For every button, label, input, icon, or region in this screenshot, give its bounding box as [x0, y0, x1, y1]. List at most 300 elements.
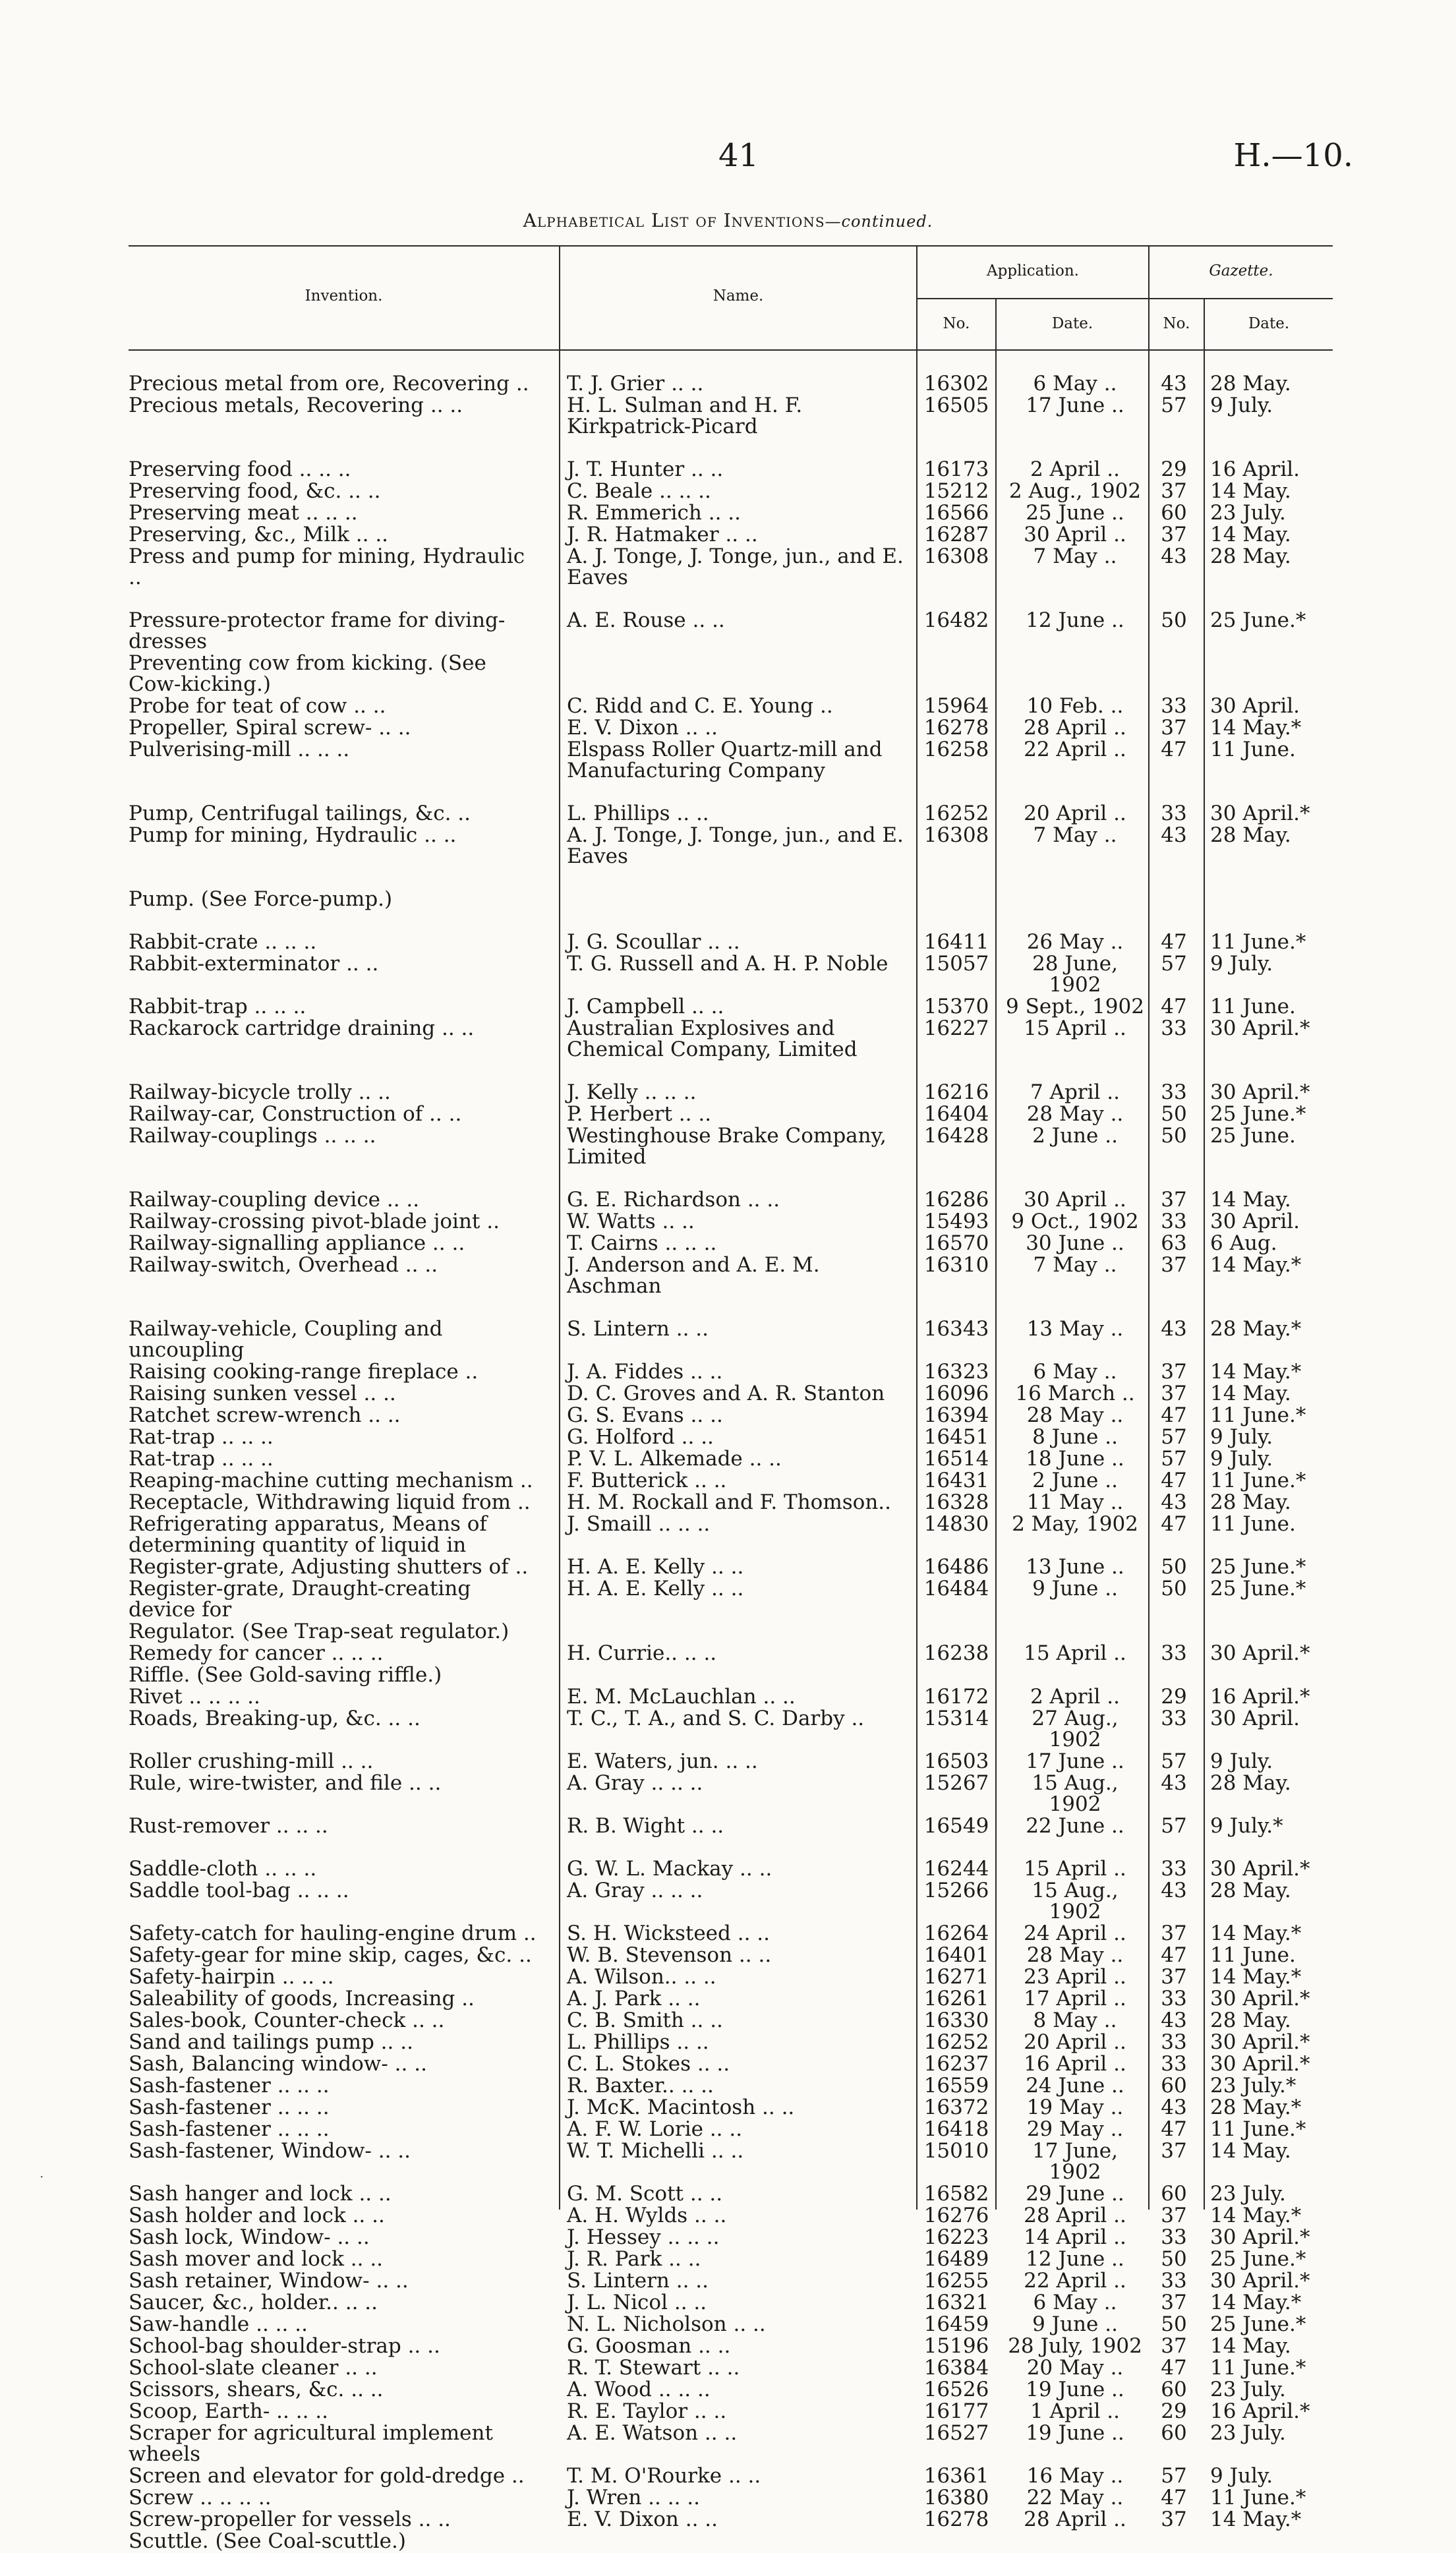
application-number-cell: 16227 [923, 1016, 989, 1040]
gazette-date-cell: 14 May. [1210, 523, 1291, 546]
table-row [0, 1427, 1456, 1449]
application-date-cell: 23 April .. [1024, 1965, 1126, 1989]
application-number-cell: 15964 [923, 694, 989, 718]
table-row [0, 1449, 1456, 1471]
invention-cell: Preserving meat .. .. .. [129, 501, 358, 525]
application-date-cell: 11 May .. [1026, 1490, 1124, 1514]
header-gaz-date: Date. [1248, 315, 1290, 332]
table-row [0, 2314, 1456, 2336]
gazette-number-cell: 47 [1161, 1469, 1187, 1492]
invention-cell: Railway-car, Construction of .. .. [129, 1102, 462, 1126]
application-date-cell: 9 June .. [1032, 2312, 1118, 2336]
application-date-cell: 28 June, 1902 [1032, 952, 1118, 997]
invention-cell: Preventing cow from kicking. (See Cow-kicking.) [129, 651, 486, 696]
title-main: Alphabetical List of Inventions [523, 210, 825, 231]
invention-cell: Railway-bicycle trolly .. .. [129, 1080, 391, 1104]
gazette-number-cell: 47 [1161, 738, 1187, 761]
application-date-cell: 30 April .. [1024, 523, 1126, 546]
name-cell: Elspass Roller Quartz-mill and Manufacturing Company [567, 738, 883, 782]
name-cell: W. B. Stevenson .. .. [567, 1943, 772, 1967]
gazette-date-cell: 11 June.* [1210, 2117, 1306, 2141]
gazette-number-cell: 37 [1161, 2508, 1187, 2531]
table-row [0, 2401, 1456, 2423]
application-date-cell: 27 Aug., 1902 [1032, 1707, 1119, 1751]
table-row [0, 374, 1456, 396]
application-number-cell: 16482 [923, 608, 989, 632]
name-cell: J. G. Scoullar .. .. [567, 930, 740, 954]
application-date-cell: 17 June .. [1026, 1749, 1124, 1773]
table-row [0, 1471, 1456, 1492]
application-date-cell: 17 April .. [1024, 1987, 1126, 2010]
gazette-date-cell: 14 May.* [1210, 1360, 1302, 1384]
gazette-number-cell: 57 [1161, 1447, 1187, 1471]
gazette-date-cell: 11 June.* [1210, 930, 1306, 954]
name-cell: Australian Explosives and Chemical Company, Limited [567, 1016, 858, 1061]
table-row [0, 653, 1456, 696]
table-row [0, 2054, 1456, 2076]
table-row [0, 804, 1456, 825]
application-date-cell: 2 April .. [1030, 1685, 1121, 1709]
invention-cell: Regulator. (See Trap-seat regulator.) [129, 1620, 510, 1643]
gazette-number-cell: 33 [1161, 2269, 1187, 2293]
gazette-date-cell: 11 June.* [1210, 2356, 1306, 2380]
application-number-cell: 16328 [923, 1490, 989, 1514]
application-number-cell: 16404 [923, 1102, 989, 1126]
application-date-cell: 28 May .. [1026, 1102, 1124, 1126]
header-bottom-rule [129, 349, 1333, 351]
gazette-date-cell: 9 July.* [1210, 1814, 1283, 1838]
table-row [0, 1751, 1456, 1773]
gazette-number-cell: 43 [1161, 544, 1187, 568]
gazette-number-cell: 33 [1161, 1080, 1187, 1104]
name-cell: A. Wilson.. .. .. [567, 1965, 716, 1989]
invention-cell: Sash retainer, Window- .. .. [129, 2269, 409, 2293]
table-row [0, 932, 1456, 954]
gazette-date-cell: 25 June.* [1210, 608, 1306, 632]
name-cell: A. Wood .. .. .. [567, 2378, 711, 2401]
table-row [0, 2249, 1456, 2271]
name-cell: G. S. Evans .. .. [567, 1403, 723, 1427]
header-app-no: No. [943, 315, 970, 332]
gazette-date-cell: 30 April. [1210, 694, 1300, 718]
name-cell: J. Wren .. .. .. [567, 2486, 701, 2509]
invention-cell: Raising sunken vessel .. .. [129, 1382, 396, 1405]
table-row [0, 1881, 1456, 1923]
application-date-cell: 6 May .. [1033, 372, 1117, 396]
application-date-cell: 19 June .. [1026, 2378, 1124, 2401]
table-row [0, 2531, 1456, 2553]
gazette-date-cell: 25 June.* [1210, 1102, 1306, 1126]
application-number-cell: 16372 [923, 2096, 989, 2119]
application-number-cell: 16096 [923, 1382, 989, 1405]
name-cell: C. Ridd and C. E. Young .. [567, 694, 833, 718]
application-date-cell: 28 April .. [1024, 2204, 1126, 2227]
gazette-number-cell: 50 [1161, 2312, 1187, 2336]
application-date-cell: 8 June .. [1032, 1425, 1118, 1449]
name-cell: S. H. Wicksteed .. .. [567, 1922, 770, 1945]
gazette-number-cell: 43 [1161, 2096, 1187, 2119]
gazette-number-cell: 57 [1161, 2464, 1187, 2488]
table-row [0, 610, 1456, 653]
gazette-date-cell: 11 June. [1210, 995, 1296, 1018]
header-top-rule [129, 245, 1333, 247]
application-subheader-rule [916, 298, 1333, 299]
gazette-number-cell: 29 [1161, 457, 1187, 481]
gazette-number-cell: 60 [1161, 2421, 1187, 2445]
name-cell: G. W. L. Mackay .. .. [567, 1857, 772, 1881]
gazette-number-cell: 47 [1161, 930, 1187, 954]
application-date-cell: 17 June, 1902 [1032, 2139, 1118, 2184]
gazette-date-cell: 25 June.* [1210, 2312, 1306, 2336]
gazette-number-cell: 37 [1161, 1382, 1187, 1405]
name-cell: R. T. Stewart .. .. [567, 2356, 740, 2380]
name-cell: E. M. McLauchlan .. .. [567, 1685, 796, 1709]
table-row [0, 1557, 1456, 1579]
invention-cell: Saucer, &c., holder.. .. .. [129, 2291, 378, 2314]
application-number-cell: 16361 [923, 2464, 989, 2488]
application-number-cell: 16559 [923, 2074, 989, 2098]
gazette-date-cell: 28 May. [1210, 1490, 1291, 1514]
application-date-cell: 16 May .. [1026, 2464, 1124, 2488]
application-number-cell: 16418 [923, 2117, 989, 2141]
gazette-number-cell: 60 [1161, 2378, 1187, 2401]
invention-cell: Saddle-cloth .. .. .. [129, 1857, 317, 1881]
table-row [0, 459, 1456, 481]
table-row [0, 1989, 1456, 2010]
gazette-date-cell: 9 July. [1210, 1447, 1273, 1471]
application-date-cell: 22 April .. [1024, 2269, 1126, 2293]
gazette-date-cell: 30 April.* [1210, 1857, 1310, 1881]
application-date-cell: 15 Aug., 1902 [1032, 1771, 1119, 1816]
gazette-number-cell: 37 [1161, 1253, 1187, 1277]
invention-cell: Reaping-machine cutting mechanism .. [129, 1469, 533, 1492]
invention-cell: School-bag shoulder-strap .. .. [129, 2334, 440, 2358]
name-cell: J. Kelly .. .. .. [567, 1080, 697, 1104]
gazette-date-cell: 30 April. [1210, 1707, 1300, 1730]
gazette-number-cell: 37 [1161, 1360, 1187, 1384]
gazette-date-cell: 25 June.* [1210, 1555, 1306, 1579]
application-date-cell: 19 May .. [1026, 2096, 1124, 2119]
table-row [0, 1362, 1456, 1384]
gazette-date-cell: 11 June. [1210, 738, 1296, 761]
application-date-cell: 17 June .. [1026, 394, 1124, 417]
application-number-cell: 16380 [923, 2486, 989, 2509]
gazette-date-cell: 30 April.* [1210, 2052, 1310, 2076]
gazette-number-cell: 37 [1161, 2334, 1187, 2358]
gazette-number-cell: 63 [1161, 1231, 1187, 1255]
name-cell: G. Goosman .. .. [567, 2334, 731, 2358]
application-number-cell: 16237 [923, 2052, 989, 2076]
gazette-number-cell: 37 [1161, 2204, 1187, 2227]
inventions-table [0, 374, 1456, 2553]
header-gaz-no: No. [1163, 315, 1190, 332]
name-cell: H. A. E. Kelly .. .. [567, 1555, 744, 1579]
application-number-cell: 15212 [923, 479, 989, 503]
name-cell: A. H. Wylds .. .. [567, 2204, 727, 2227]
gazette-number-cell: 37 [1161, 1965, 1187, 1989]
application-number-cell: 16401 [923, 1943, 989, 1967]
gazette-number-cell: 57 [1161, 952, 1187, 976]
name-cell: J. R. Park .. .. [567, 2247, 701, 2271]
application-date-cell: 28 July, 1902 [1008, 2334, 1142, 2358]
application-number-cell: 16286 [923, 1188, 989, 1212]
gazette-date-cell: 25 June.* [1210, 2247, 1306, 2271]
invention-cell: Railway-crossing pivot-blade joint .. [129, 1210, 500, 1233]
gazette-date-cell: 14 May.* [1210, 1965, 1302, 1989]
invention-cell: Sash-fastener, Window- .. .. [129, 2139, 411, 2163]
application-date-cell: 20 April .. [1024, 802, 1126, 825]
application-date-cell: 20 May .. [1026, 2356, 1124, 2380]
application-date-cell: 15 April .. [1024, 1016, 1126, 1040]
table-row [0, 1687, 1456, 1709]
gazette-number-cell: 33 [1161, 1857, 1187, 1881]
gazette-date-cell: 28 May. [1210, 823, 1291, 847]
table-row [0, 2466, 1456, 2488]
application-date-cell: 1 April .. [1030, 2399, 1121, 2423]
gazette-number-cell: 47 [1161, 1943, 1187, 1967]
name-cell: A. J. Park .. .. [567, 1987, 701, 2010]
gazette-date-cell: 14 May.* [1210, 1922, 1302, 1945]
application-date-cell: 28 April .. [1024, 716, 1126, 740]
name-cell: C. Beale .. .. .. [567, 479, 711, 503]
application-date-cell: 25 June .. [1026, 501, 1124, 525]
application-date-cell: 15 Aug., 1902 [1032, 1879, 1119, 1923]
table-row [0, 1255, 1456, 1298]
application-number-cell: 16308 [923, 823, 989, 847]
table-row [0, 546, 1456, 589]
application-number-cell: 16428 [923, 1124, 989, 1148]
invention-cell: Sash-fastener .. .. .. [129, 2117, 330, 2141]
invention-cell: Saw-handle .. .. .. [129, 2312, 308, 2336]
table-row [0, 2206, 1456, 2227]
name-cell: T. G. Russell and A. H. P. Noble [567, 952, 888, 976]
application-date-cell: 9 June .. [1032, 1577, 1118, 1600]
gazette-date-cell: 9 July. [1210, 1425, 1273, 1449]
table-row [0, 740, 1456, 782]
gazette-number-cell: 43 [1161, 1317, 1187, 1341]
invention-cell: Roads, Breaking-up, &c. .. .. [129, 1707, 421, 1730]
invention-cell: Sales-book, Counter-check .. .. [129, 2009, 445, 2032]
gazette-number-cell: 33 [1161, 2225, 1187, 2249]
gazette-number-cell: 50 [1161, 2247, 1187, 2271]
application-number-cell: 15057 [923, 952, 989, 976]
name-cell: H. Currie.. .. .. [567, 1641, 717, 1665]
application-number-cell: 16411 [923, 930, 989, 954]
application-date-cell: 19 June .. [1026, 2421, 1124, 2445]
invention-cell: Rabbit-exterminator .. .. [129, 952, 379, 976]
invention-cell: Screw .. .. .. .. [129, 2486, 272, 2509]
application-date-cell: 26 May .. [1026, 930, 1124, 954]
gazette-number-cell: 57 [1161, 1425, 1187, 1449]
application-number-cell: 16244 [923, 1857, 989, 1881]
gazette-date-cell: 23 July. [1210, 2378, 1286, 2401]
application-number-cell: 16384 [923, 2356, 989, 2380]
margin-mark: · [40, 2169, 44, 2185]
application-date-cell: 22 May .. [1026, 2486, 1124, 2509]
gazette-number-cell: 33 [1161, 1987, 1187, 2010]
invention-cell: Remedy for cancer .. .. .. [129, 1641, 384, 1665]
gazette-date-cell: 14 May. [1210, 2334, 1291, 2358]
application-number-cell: 15314 [923, 1707, 989, 1730]
gazette-date-cell: 23 July. [1210, 2421, 1286, 2445]
gazette-date-cell: 30 April.* [1210, 802, 1310, 825]
gazette-date-cell: 23 July. [1210, 501, 1286, 525]
table-row [0, 525, 1456, 546]
name-cell: H. L. Sulman and H. F. Kirkpatrick-Picard [567, 394, 803, 438]
application-number-cell: 16287 [923, 523, 989, 546]
gazette-number-cell: 37 [1161, 2139, 1187, 2163]
gazette-date-cell: 14 May. [1210, 1188, 1291, 1212]
invention-cell: Rat-trap .. .. .. [129, 1425, 274, 1449]
table-row [0, 2076, 1456, 2098]
table-row [0, 2380, 1456, 2401]
header-gazette: Gazette. [1209, 262, 1273, 279]
application-number-cell: 16271 [923, 1965, 989, 1989]
name-cell: J. Campbell .. .. [567, 995, 724, 1018]
gazette-number-cell: 50 [1161, 1102, 1187, 1126]
application-number-cell: 16310 [923, 1253, 989, 1277]
name-cell: J. Smaill .. .. .. [567, 1512, 711, 1536]
gazette-number-cell: 33 [1161, 694, 1187, 718]
application-date-cell: 30 April .. [1024, 1188, 1126, 1212]
table-row [0, 1859, 1456, 1881]
gazette-number-cell: 43 [1161, 823, 1187, 847]
gazette-date-cell: 14 May. [1210, 2139, 1291, 2163]
application-number-cell: 16570 [923, 1231, 989, 1255]
gazette-number-cell: 57 [1161, 394, 1187, 417]
application-date-cell: 24 April .. [1024, 1922, 1126, 1945]
invention-cell: Preserving food .. .. .. [129, 457, 351, 481]
header-invention: Invention. [305, 287, 383, 305]
application-number-cell: 16343 [923, 1317, 989, 1341]
header-name: Name. [713, 287, 764, 305]
name-cell: P. Herbert .. .. [567, 1102, 712, 1126]
application-number-cell: 16173 [923, 457, 989, 481]
table-row [0, 1319, 1456, 1362]
gazette-number-cell: 47 [1161, 2356, 1187, 2380]
table-row [0, 1816, 1456, 1838]
invention-cell: Safety-gear for mine skip, cages, &c. .. [129, 1943, 532, 1967]
application-number-cell: 16252 [923, 2030, 989, 2054]
invention-cell: Ratchet screw-wrench .. .. [129, 1403, 401, 1427]
name-cell: A. Gray .. .. .. [567, 1879, 703, 1902]
table-row [0, 1643, 1456, 1665]
table-row [0, 2010, 1456, 2032]
application-number-cell: 16503 [923, 1749, 989, 1773]
application-number-cell: 16276 [923, 2204, 989, 2227]
name-cell: H. M. Rockall and F. Thomson.. [567, 1490, 891, 1514]
header-application: Application. [987, 262, 1079, 279]
gazette-number-cell: 60 [1161, 2182, 1187, 2206]
name-cell: J. Anderson and A. E. M. Aschman [567, 1253, 820, 1298]
application-date-cell: 9 Sept., 1902 [1006, 995, 1144, 1018]
gazette-date-cell: 30 April.* [1210, 1016, 1310, 1040]
application-number-cell: 15010 [923, 2139, 989, 2163]
gazette-number-cell: 33 [1161, 2052, 1187, 2076]
invention-cell: Railway-signalling appliance .. .. [129, 1231, 465, 1255]
header-app-date: Date. [1051, 315, 1093, 332]
gazette-number-cell: 57 [1161, 1749, 1187, 1773]
application-date-cell: 18 June .. [1026, 1447, 1124, 1471]
gazette-date-cell: 25 June. [1210, 1124, 1296, 1148]
gazette-date-cell: 11 June. [1210, 1512, 1296, 1536]
gazette-number-cell: 47 [1161, 1512, 1187, 1536]
gazette-number-cell: 33 [1161, 2030, 1187, 2054]
table-row [0, 954, 1456, 997]
invention-cell: Scraper for agricultural implement wheels [129, 2421, 493, 2466]
application-date-cell: 22 June .. [1026, 1814, 1124, 1838]
gazette-date-cell: 23 July.* [1210, 2074, 1296, 2098]
page-reference: H.—10. [1233, 137, 1353, 174]
application-number-cell: 16255 [923, 2269, 989, 2293]
invention-cell: Rabbit-trap .. .. .. [129, 995, 306, 1018]
name-cell: J. T. Hunter .. .. [567, 457, 724, 481]
gazette-date-cell: 14 May. [1210, 1382, 1291, 1405]
gazette-number-cell: 43 [1161, 372, 1187, 396]
table-row [0, 2032, 1456, 2054]
name-cell: W. T. Michelli .. .. [567, 2139, 744, 2163]
application-number-cell: 16258 [923, 738, 989, 761]
table-row [0, 1665, 1456, 1687]
application-date-cell: 2 Aug., 1902 [1008, 479, 1142, 503]
name-cell: A. Gray .. .. .. [567, 1771, 703, 1795]
application-date-cell: 13 May .. [1026, 1317, 1124, 1341]
application-date-cell: 15 April .. [1024, 1641, 1126, 1665]
gazette-number-cell: 60 [1161, 501, 1187, 525]
table-row [0, 1622, 1456, 1643]
name-cell: H. A. E. Kelly .. .. [567, 1577, 744, 1600]
name-cell: T. M. O'Rourke .. .. [567, 2464, 761, 2488]
table-row [0, 1923, 1456, 1945]
table-row [0, 1967, 1456, 1989]
gazette-date-cell: 11 June. [1210, 1943, 1296, 1967]
invention-cell: Saddle tool-bag .. .. .. [129, 1879, 349, 1902]
gazette-date-cell: 28 May.* [1210, 2096, 1302, 2119]
table-row [0, 2141, 1456, 2184]
table-row [0, 997, 1456, 1018]
application-date-cell: 29 June .. [1026, 2182, 1124, 2206]
invention-cell: Raising cooking-range fireplace .. [129, 1360, 479, 1384]
gazette-number-cell: 37 [1161, 1188, 1187, 1212]
application-number-cell: 16505 [923, 394, 989, 417]
gazette-date-cell: 9 July. [1210, 1749, 1273, 1773]
name-cell: N. L. Nicholson .. .. [567, 2312, 766, 2336]
gazette-date-cell: 14 May.* [1210, 2508, 1302, 2531]
table-row [0, 2184, 1456, 2206]
page-number: 41 [718, 137, 759, 174]
application-number-cell: 16486 [923, 1555, 989, 1579]
name-cell: P. V. L. Alkemade .. .. [567, 1447, 782, 1471]
table-row [0, 1018, 1456, 1061]
application-number-cell: 16223 [923, 2225, 989, 2249]
application-number-cell: 16302 [923, 372, 989, 396]
gazette-number-cell: 43 [1161, 1490, 1187, 1514]
table-row [0, 503, 1456, 525]
name-cell: Westinghouse Brake Company, Limited [567, 1124, 887, 1169]
table-row [0, 1405, 1456, 1427]
application-number-cell: 16216 [923, 1080, 989, 1104]
invention-cell: Precious metals, Recovering .. .. [129, 394, 463, 417]
name-cell: A. J. Tonge, J. Tonge, jun., and E. Eaves [567, 544, 904, 589]
table-row [0, 2098, 1456, 2119]
invention-cell: Railway-switch, Overhead .. .. [129, 1253, 438, 1277]
gazette-date-cell: 25 June.* [1210, 1577, 1306, 1600]
application-date-cell: 7 May .. [1033, 544, 1117, 568]
table-row [0, 2423, 1456, 2466]
name-cell: E. V. Dixon .. .. [567, 2508, 718, 2531]
name-cell: T. Cairns .. .. .. [567, 1231, 717, 1255]
application-number-cell: 15370 [923, 995, 989, 1018]
